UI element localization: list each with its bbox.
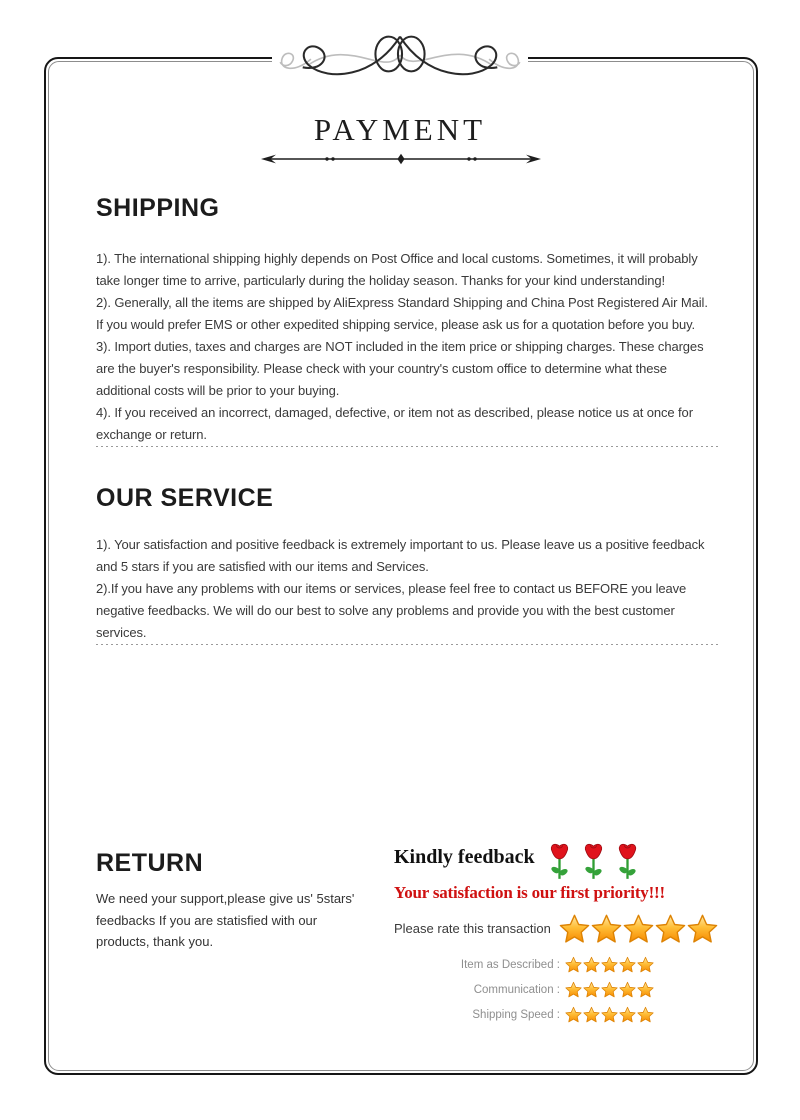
star-icon (637, 956, 654, 973)
return-text: We need your support,please give us' 5stars' feedbacks If you are statisfied with our products, thank you. (96, 891, 355, 949)
rating-label: Communication : (473, 983, 560, 996)
service-item: 2).If you have any problems with our items or services, please feel free to contact us BEFORE you leave negative feedbacks. We will do our best to solve any problems and provide you with the best customer services. (96, 581, 687, 640)
star-icon (559, 913, 590, 944)
star-icon (591, 913, 622, 944)
rate-transaction-label: Please rate this transaction (394, 921, 551, 936)
rating-row-communication (394, 977, 730, 1002)
flourish-ornament (272, 24, 528, 84)
rose-icons (546, 842, 641, 882)
rating-row-item-as-described (394, 952, 730, 977)
page-title: PAYMENT (313, 112, 487, 147)
star-icon (637, 1006, 654, 1023)
star-icon (583, 981, 600, 998)
rating-row-shipping-speed (394, 1002, 730, 1027)
shipping-item: 3). Import duties, taxes and charges are NOT included in the item price or shipping charges. These charges are the buyer's responsibility. Please check with your country's custom office to determine what these additional costs will be prior to your buying. (96, 339, 704, 398)
star-icon (583, 956, 600, 973)
rose-icon (546, 842, 573, 882)
shipping-item: 2). Generally, all the items are shipped by AliExpress Standard Shipping and China Post Registered Air Mail. If you would prefer EMS or other expedited shipping service, please ask us for a quotation before you buy. (96, 295, 708, 332)
rose-icon (580, 842, 607, 882)
star-rating (565, 1006, 654, 1023)
rating-label: Item as Described : (460, 958, 560, 971)
title-divider-ornament (261, 152, 541, 166)
dashed-divider (96, 644, 718, 645)
star-rating (565, 956, 654, 973)
rating-label: Shipping Speed : (472, 1008, 560, 1021)
star-icon (687, 913, 718, 944)
feedback-heading: Kindly feedback (394, 846, 535, 868)
service-heading: OUR SERVICE (96, 484, 274, 512)
feedback-section (394, 846, 730, 1027)
star-icon (565, 1006, 582, 1023)
star-icon (623, 913, 654, 944)
service-item: 1). Your satisfaction and positive feedback is extremely important to us. Please leave us a positive feedback and 5 stars if you are satisfied with our items and Services. (96, 537, 705, 574)
shipping-heading: SHIPPING (96, 194, 220, 222)
policy-content (96, 193, 718, 645)
overall-star-rating (559, 913, 718, 944)
star-icon (601, 981, 618, 998)
star-icon (565, 956, 582, 973)
star-icon (565, 981, 582, 998)
star-icon (655, 913, 686, 944)
star-icon (619, 1006, 636, 1023)
return-heading: RETURN (96, 849, 204, 877)
star-icon (619, 981, 636, 998)
rose-icon (614, 842, 641, 882)
shipping-item: 4). If you received an incorrect, damaged, defective, or item not as described, please notice us at once for exchange or return. (96, 405, 693, 442)
feedback-header-row (394, 846, 730, 880)
return-section (96, 848, 358, 953)
dashed-divider (96, 446, 718, 447)
star-icon (637, 981, 654, 998)
star-icon (601, 1006, 618, 1023)
shipping-item: 1). The international shipping highly depends on Post Office and local customs. Sometimes, it will probably take longer time to arrive, particularly during the holiday season. Thanks for your kind understanding! (96, 251, 698, 288)
star-icon (601, 956, 618, 973)
star-icon (619, 956, 636, 973)
feedback-tagline: Your satisfaction is our first priority!!! (394, 883, 665, 902)
star-rating (565, 981, 654, 998)
star-icon (583, 1006, 600, 1023)
rating-rows (394, 952, 730, 1027)
overall-rating-row (394, 913, 730, 944)
